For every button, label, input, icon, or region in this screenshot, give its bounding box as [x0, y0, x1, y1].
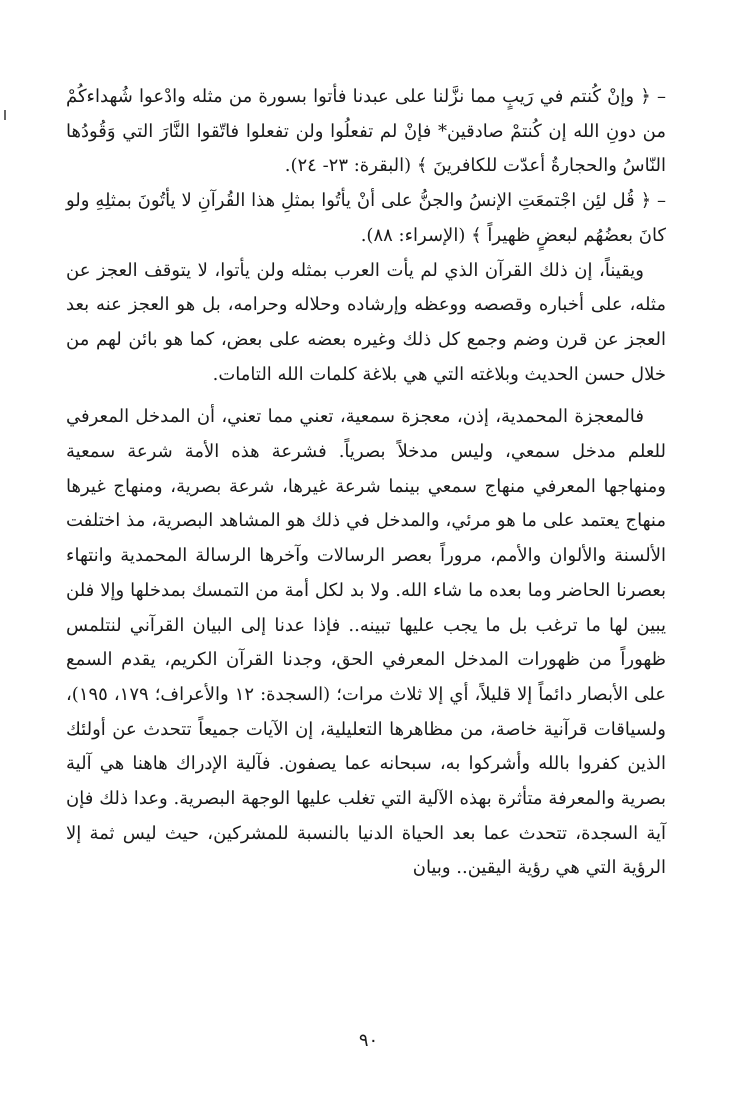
- margin-mark: [4, 110, 6, 120]
- page-number: ٩٠: [358, 1030, 379, 1051]
- body-text: [66, 80, 666, 886]
- quran-quote-paragraph: – ﴿ وإنْ كُنتم في رَيبٍ مما نزَّلنا على عبدنا فأتوا بسورة من مثله وادْعوا شُهداءكُمْ من دونِ الله إن كُنتمْ صادقين* فإنْ لم تفعلُوا ولن تفعلوا فاتّقوا النَّارَ التي وَقُودُها النّاسُ والحجارةُ أعدّت للكافرينَ ﴾ (البقرة: ٢٣- ٢٤).: [66, 86, 666, 177]
- body-paragraph: فالمعجزة المحمدية، إذن، معجزة سمعية، تعني مما تعني، أن المدخل المعرفي للعلم مدخل سمعي، وليس مدخلاً بصرياً. فشرعة هذه الأمة شرعة سمعية ومنهاجها المعرفي منهاج سمعي بينما شرعة غيرها، شرعة بصرية، ومنهاج غيرها منهاج يعتمد على ما هو مرئي، والمدخل في ذلك هو المشاهد البصرية، مذ اختلفت الألسنة والألوان والأمم، مروراً بعصر الرسالات وآخرها الرسالة المحمدية وانتهاء بعصرنا الحاضر وما بعده ما شاء الله. ولا بد لكل أمة من التمسك بمدخلها وإلا فلن يبين لها ما ترغب بل ما يجب عليها تبينه.. فإذا عدنا إلى البيان القرآني لنتلمس ظهوراً من ظهورات المدخل المعرفي الحق، وجدنا القرآن الكريم، يقدم السمع على الأبصار دائماً إلا قليلاً، أي إلا ثلاث مرات؛ (السجدة: ١٢ والأعراف؛ ١٧٩، ١٩٥)، ولسياقات قرآنية خاصة، من مظاهرها التعليلية، إن الآيات جميعاً تتحدث عن أولئك الذين كفروا بالله وأشركوا به، سبحانه عما يصفون. فآلية الإدراك هاهنا هي آلية بصرية والمعرفة متأثرة بهذه الآلية التي تغلب عليها الوجهة البصرية. وعدا ذلك فإن آية السجدة، تتحدث عما بعد الحياة الدنيا بالنسبة للمشركين، حيث ليس ثمة إلا الرؤية التي هي رؤية اليقين.. وبيان: [66, 406, 666, 879]
- body-paragraph: ويقيناً، إن ذلك القرآن الذي لم يأت العرب بمثله ولن يأتوا، لا يتوقف العجز عن مثله، على أخباره وقصصه ووعظه وإرشاده وحلاله وحرامه، بل هو العجز عنه بعد العجز عن قرن وضم وجمع كل ذلك وغيره بعضه على بعض، كما هو بائن لهم من خلال حسن الحديث وبلاغته التي هي بلاغة كلمات الله التامات.: [66, 259, 666, 385]
- quran-quote-paragraph: – ﴿ قُل لئِن اجْتمعَتِ الإنسُ والجنُّ على أنْ يأتُوا بمثلِ هذا القُرآنِ لا يأتُونَ بمثلِهِ ولو كانَ بعضُهُم لبعضٍ ظهيراً ﴾ (الإسراء: ٨٨).: [66, 190, 666, 246]
